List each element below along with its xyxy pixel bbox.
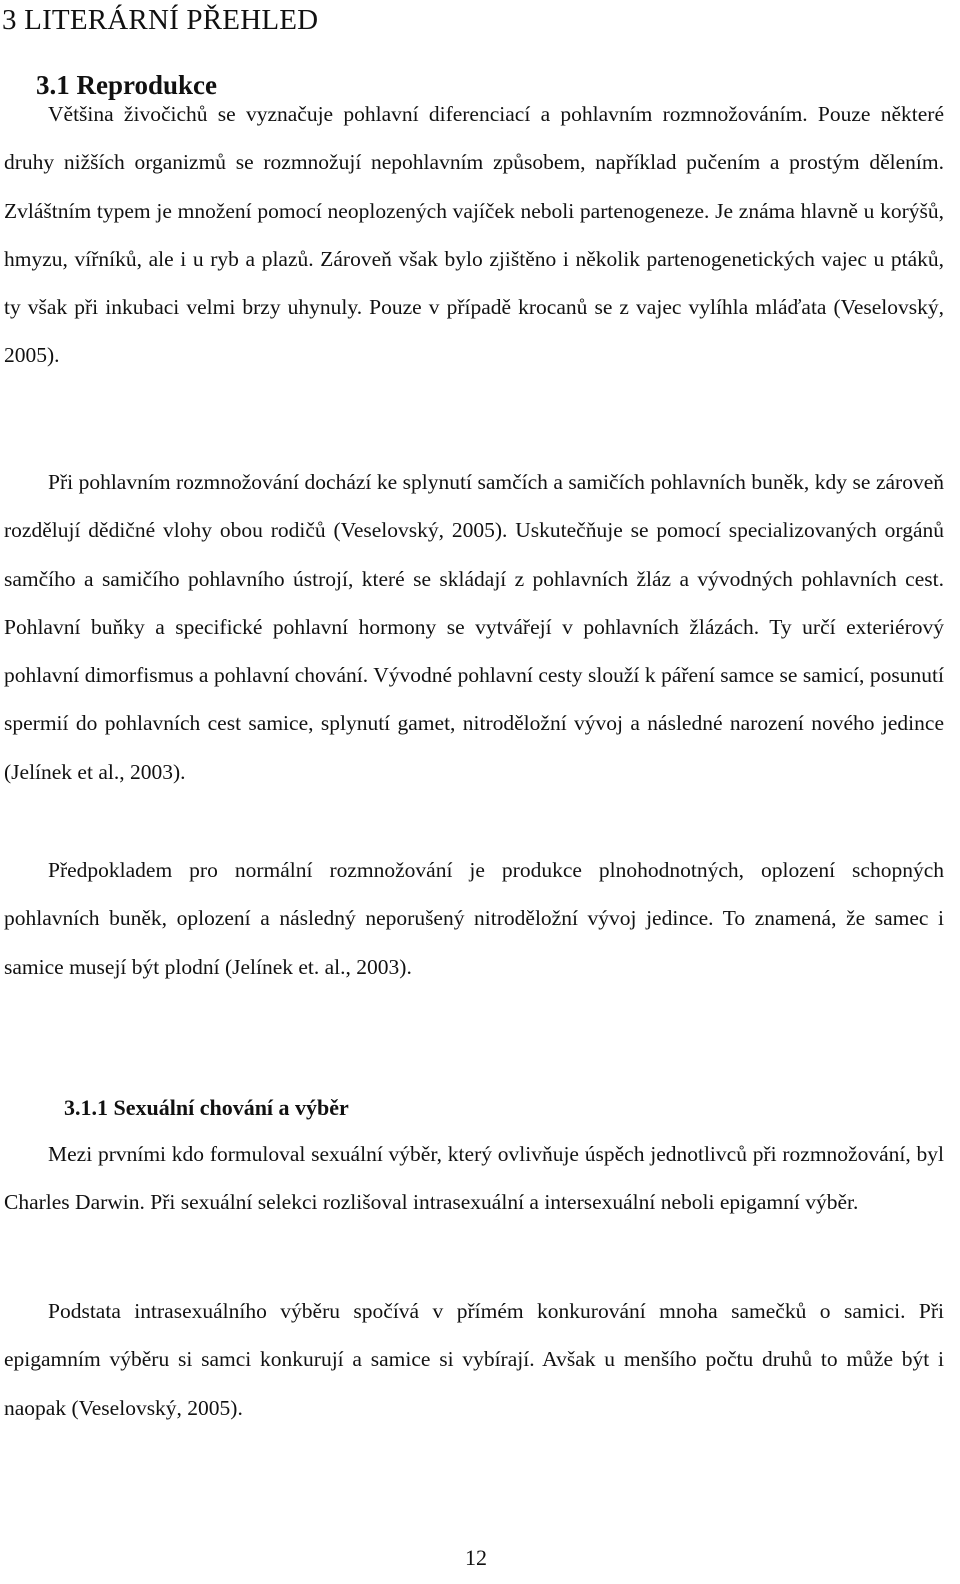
paragraph-intrasexual-selection: Podstata intrasexuálního výběru spočívá v přímém konkurování mnoha samečků o samici. Při epigamním výběru si samci konkurují a samice si vybírají. Avšak u menšího počtu druhů to může být i naopak (Veselovský, 2005). xyxy=(4,1299,944,1420)
paragraph-reproduction-intro: Většina živočichů se vyznačuje pohlavní diferenciací a pohlavním rozmnožováním. Pouze některé druhy nižších organizmů se rozmnožují nepohlavním způsobem, například pučením a prostým dělením. Zvláštním typem je množení pomocí neoplozených vajíček neboli partenogeneze. Je známa hlavně u korýšů, hmyzu, vířníků, ale i u ryb a plazů. Zároveň však bylo zjištěno i několik partenogenetických vajec u ptáků, ty však při inkubaci velmi brzy uhynuly. Pouze v případě krocanů se z vajec vylíhla mláďata (Veselovský, 2005). xyxy=(4,102,944,368)
paragraph-sexual-reproduction: Při pohlavním rozmnožování dochází ke splynutí samčích a samičích pohlavních buněk, kdy se zároveň rozdělují dědičné vlohy obou rodičů (Veselovský, 2005). Uskutečňuje se pomocí specializovaných orgánů samčího a samičího pohlavního ústrojí, které se skládají z pohlavních žláz a vývodných pohlavních cest. Pohlavní buňky a specifické pohlavní hormony se vytvářejí v pohlavních žlázách. Ty určí exteriérový pohlavní dimorfismus a pohlavní chování. Vývodné pohlavní cesty slouží k páření samce se samicí, posunutí spermií do pohlavních cest samice, splynutí gamet, nitroděložní vývoj a následné narození nového jedince (Jelínek et al., 2003). xyxy=(4,470,944,784)
paragraph-prerequisites: Předpokladem pro normální rozmnožování je produkce plnohodnotných, oplození schopných pohlavních buněk, oplození a následný neporušený nitroděložní vývoj jedince. To znamená, že samec i samice musejí být plodní (Jelínek et. al., 2003). xyxy=(4,858,944,979)
section-heading: 3.1 Reprodukce xyxy=(36,70,218,100)
page-number: 12 xyxy=(465,1545,487,1570)
paragraph-sexual-selection: Mezi prvními kdo formuloval sexuální výběr, který ovlivňuje úspěch jednotlivců při rozmnožování, byl Charles Darwin. Při sexuální selekci rozlišoval intrasexuální a intersexuální neboli epigamní výběr. xyxy=(4,1142,944,1215)
chapter-heading: 3 LITERÁRNÍ PŘEHLED xyxy=(2,4,319,36)
subsection-heading: 3.1.1 Sexuální chování a výběr xyxy=(64,1095,349,1120)
